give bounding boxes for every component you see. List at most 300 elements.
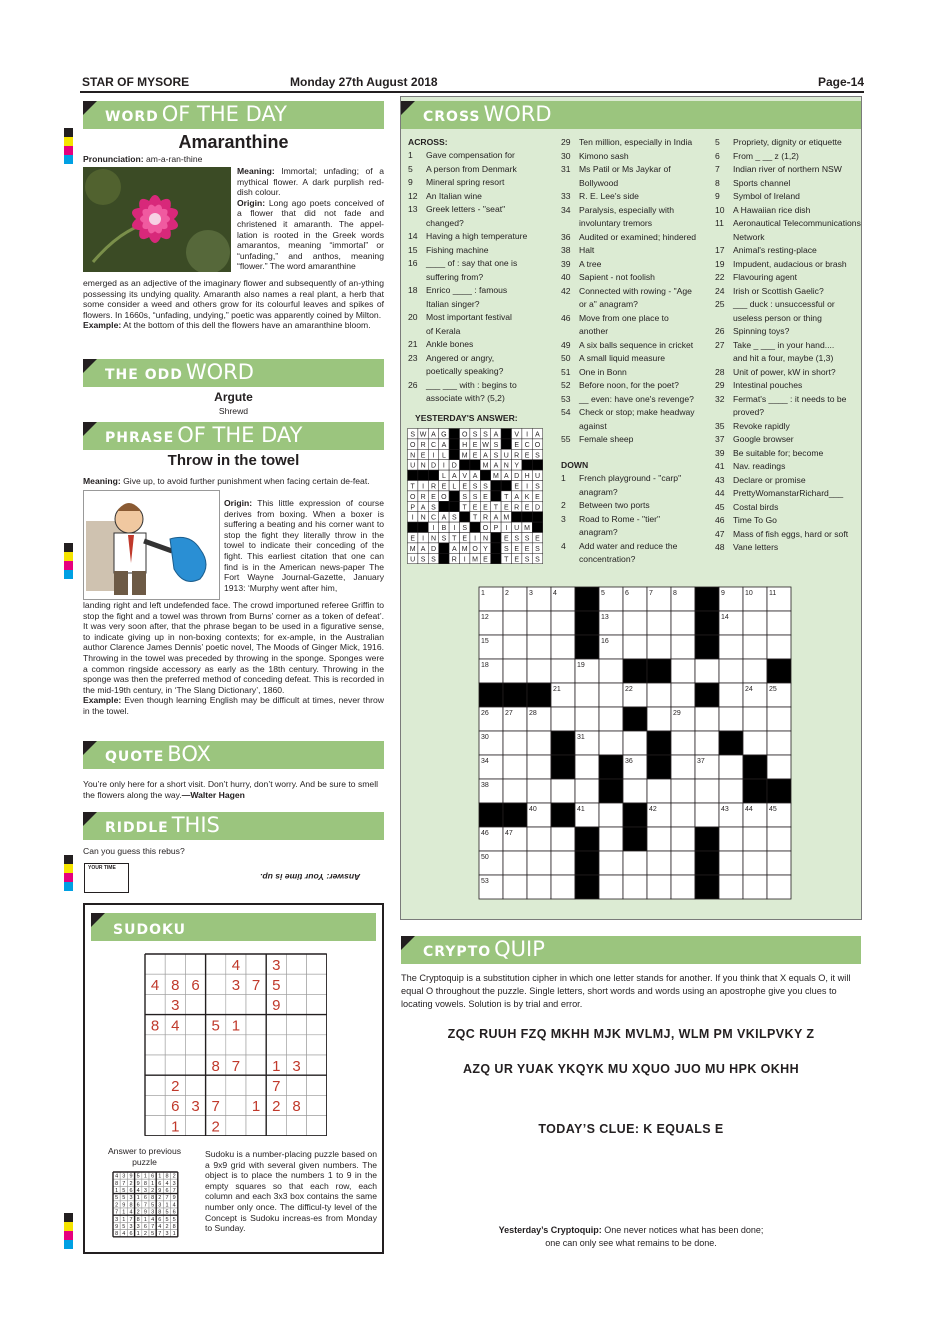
crossword-cell[interactable] [743,659,767,683]
yesterday-letter: O [441,493,447,501]
odd-word-meaning: Shrewd [218,406,249,416]
sudoku-digit: 2 [129,1180,133,1187]
crossword-cell[interactable] [575,755,599,779]
crossword-cell[interactable] [671,731,695,755]
sudoku-digit: 5 [272,976,281,994]
sudoku-digit: 6 [151,1173,155,1180]
crossword-cell[interactable] [527,731,551,755]
sudoku-cell[interactable] [206,974,226,994]
down-heading: DOWN [561,460,589,470]
crossword-cell[interactable] [599,707,623,731]
sudoku-digit: 8 [150,1017,160,1035]
phrase-of-day-banner: PHRASE OF THE DAY [83,422,384,450]
sudoku-digit: 7 [122,1180,126,1187]
sudoku-cell[interactable] [307,1116,327,1136]
sudoku-digit: 4 [136,1188,140,1195]
yesterday-letter: C [430,441,437,449]
crossword-cell[interactable] [527,659,551,683]
crossword-cell[interactable] [671,875,695,899]
crossword-cell[interactable] [671,611,695,635]
crossword-cell-number: 36 [625,758,633,765]
yesterday-letter: I [463,556,466,564]
crossword-clue: against [579,420,607,431]
crossword-clue: 55 Female sheep [561,434,634,444]
crossword-cell[interactable] [527,779,551,803]
yesterday-letter: A [472,473,478,481]
crossword-cell[interactable] [503,851,527,875]
color-registration-mark [64,543,73,579]
yesterday-letter: E [441,483,447,491]
sudoku-cell[interactable] [226,994,246,1014]
crossword-cell[interactable] [671,659,695,683]
color-registration-mark [64,1213,73,1249]
crossword-cell[interactable] [623,851,647,875]
crossword-cell[interactable] [527,827,551,851]
sudoku-digit: 4 [165,1180,169,1187]
crossword-cell[interactable] [647,611,671,635]
crossword-cell[interactable] [671,803,695,827]
crossword-cell[interactable] [767,707,791,731]
crossword-cell[interactable] [695,659,719,683]
sudoku-cell[interactable] [286,954,306,974]
crossword-cell-number: 42 [649,806,657,813]
crossword-cell[interactable] [551,875,575,899]
yesterday-cell [449,501,459,511]
yesterday-letter: S [535,556,540,564]
crossword-cell[interactable] [599,827,623,851]
yesterday-letter: E [420,452,426,460]
crossword-cell[interactable] [767,731,791,755]
yesterday-letter: R [420,493,426,501]
crossword-cell[interactable] [671,851,695,875]
crossword-black-square [695,635,719,659]
crossword-clue: 15 Fishing machine [408,244,489,255]
yesterday-letter: O [472,545,478,553]
crossword-clue: of Kerala [426,325,461,336]
crossword-cell[interactable] [743,827,767,851]
crossword-cell[interactable] [743,707,767,731]
sudoku-cell[interactable] [165,1055,185,1075]
sudoku-digit: 8 [165,1173,169,1180]
crossword-cell[interactable] [647,683,671,707]
crossword-cell[interactable] [551,659,575,683]
crossword-cell[interactable] [719,779,743,803]
yesterday-cell [512,512,522,522]
crossword-cell[interactable] [719,659,743,683]
across-heading: ACROSS: [408,137,448,147]
word-of-day-origin-continued: emerged as an adjective of the imaginary flower and subsequently of an-ything possessing its undying quality. Amaranth also names a real plant, a herb that some consider a weed and others grow for its colourful leaves and spikes of flowers. In 1660s, “unfading, undying,” poetic was apparently coined by Milton. Example: At the bottom of this dell the flowers have an amaranthine bloom. [83,278,384,331]
crossword-cell[interactable] [503,635,527,659]
crossword-clue: 51 One in Bonn [561,366,627,377]
crossword-cell[interactable] [527,851,551,875]
crossword-clue: 27 Take _ ___ in your hand.... [715,339,835,350]
crossword-cell[interactable] [599,683,623,707]
crossword-cell[interactable] [503,875,527,899]
sudoku-digit: 4 [231,956,241,974]
yesterday-letter: D [430,462,437,470]
crossword-clue: 45 Costal birds [715,501,779,512]
sudoku-cell[interactable] [185,954,205,974]
yesterday-letter: S [493,441,499,449]
sudoku-digit: 3 [129,1195,133,1202]
across-clues-col2 [561,136,696,447]
crossword-clue: 46 Move from one place to [561,312,669,323]
sudoku-cell[interactable] [246,1116,266,1136]
sudoku-digit: 7 [251,976,261,994]
yesterday-letter: A [431,431,436,439]
sudoku-digit: 1 [122,1209,126,1216]
sudoku-cell[interactable] [246,1055,266,1075]
crossword-cell[interactable] [551,635,575,659]
crossword-cell[interactable] [647,779,671,803]
yesterday-cell [491,481,501,491]
sudoku-cell[interactable] [307,994,327,1014]
yesterday-letter: E [462,483,468,491]
crossword-clue: anagram? [579,486,618,497]
crossword-cell-number: 7 [649,590,653,597]
sudoku-cell[interactable] [286,1116,306,1136]
sudoku-cell[interactable] [286,1075,306,1095]
crossword-cell[interactable] [575,779,599,803]
crossword-cell[interactable] [599,875,623,899]
sudoku-cell[interactable] [307,1015,327,1035]
crossword-cell[interactable] [623,779,647,803]
crossword-cell[interactable] [551,707,575,731]
sudoku-cell[interactable] [145,994,165,1014]
yesterday-letter: I [432,452,435,460]
yesterday-cell [470,460,480,470]
sudoku-cell[interactable] [206,994,226,1014]
crossword-cell[interactable] [767,755,791,779]
sudoku-cell[interactable] [307,974,327,994]
yesterday-letter: S [535,483,540,491]
crossword-cell[interactable] [743,635,767,659]
crossword-cell[interactable] [719,707,743,731]
sudoku-cell[interactable] [266,1015,286,1035]
crossword-cell-number: 50 [481,854,489,861]
crossword-cell[interactable] [695,779,719,803]
crossword-cell[interactable] [575,707,599,731]
sudoku-cell[interactable] [145,1055,165,1075]
crossword-cell[interactable] [719,875,743,899]
crossword-cell[interactable] [743,875,767,899]
sudoku-cell[interactable] [307,1055,327,1075]
sudoku-cell[interactable] [286,1035,306,1055]
sudoku-cell[interactable] [246,1075,266,1095]
crossword-cell[interactable] [623,611,647,635]
yesterday-letter: R [451,556,457,564]
yesterday-letter: G [441,431,447,439]
sudoku-digit: 1 [143,1216,147,1223]
cryptoquip-intro: The Cryptoquip is a substitution cipher in which one letter stands for another. If you think that X equals O, it will equal O throughout the puzzle. Single letters, short words and words using an apostrophe give you clues to locating vowels. Solution is by trial and error. [401,973,851,1009]
yesterday-letter: T [410,483,415,491]
crossword-cell[interactable] [743,851,767,875]
sudoku-digit: 6 [129,1188,133,1195]
crossword-cell[interactable] [767,827,791,851]
crossword-clue: 1 French playground - "carp" [561,473,682,483]
crossword-clue: 14 Having a high temperature [408,231,528,241]
sudoku-cell[interactable] [246,994,266,1014]
sudoku-digit: 4 [129,1209,133,1216]
crossword-clue: 6 From _ __ z (1,2) [715,150,799,161]
crossword-cell[interactable] [503,659,527,683]
crossword-cell-number: 28 [529,710,537,717]
crossword-cell[interactable] [647,851,671,875]
sudoku-digit: 8 [292,1098,301,1116]
yesterday-letter: S [524,535,530,543]
crossword-clue: 18 Enrico ____ : famous [408,285,508,295]
sudoku-cell[interactable] [185,1015,205,1035]
cryptoquip-line-1: ZQC RUUH FZQ MKHH MJK MVLMJ, WLM PM VKILPVKY Z [447,1027,815,1041]
yesterday-letter: N [420,514,426,522]
yesterday-letter: T [493,504,499,512]
yesterday-letter: E [503,535,509,543]
crossword-cell-number: 53 [481,878,489,885]
yesterday-letter: E [472,504,478,512]
yesterday-letter: W [482,441,489,449]
crossword-cell[interactable] [599,731,623,755]
yesterday-letter: Y [514,462,520,470]
phrase-origin: Origin: This little expression of course derives from boxing. When a boxer is suffering a beating and his corner want to stop the fight they literally throw in the towel to indicate their conceding of the fight. This earliest citation that one can find is in the American news-paper The Fort Wayne Journal-Gazette, January 1913: ‘Murphy went after him, [224,498,384,593]
crossword-cell[interactable] [647,707,671,731]
sudoku-cell[interactable] [185,1055,205,1075]
crossword-cell[interactable] [551,779,575,803]
sudoku-cell[interactable] [307,1075,327,1095]
crossword-cell[interactable] [623,731,647,755]
crossword-cell-number: 6 [625,590,629,597]
sudoku-cell[interactable] [206,1035,226,1055]
yesterday-letter: E [524,452,530,460]
sudoku-cell[interactable] [266,1116,286,1136]
yesterday-letter: S [451,514,457,522]
crossword-cell-number: 41 [577,806,585,813]
crossword-cell-number: 1 [481,590,485,597]
sudoku-digit: 6 [191,976,200,994]
yesterday-letter: E [483,493,488,501]
sudoku-cell[interactable] [206,1075,226,1095]
crossword-cell[interactable] [647,635,671,659]
crossword-cell[interactable] [767,875,791,899]
sudoku-digit: 3 [158,1202,162,1209]
yesterday-letter: S [410,431,416,439]
sudoku-cell[interactable] [185,994,205,1014]
yesterday-letter: Y [483,545,488,553]
yesterday-letter: N [503,462,509,470]
crossword-cell[interactable] [671,779,695,803]
crossword-cell[interactable] [623,875,647,899]
sudoku-cell[interactable] [307,1035,327,1055]
sudoku-cell[interactable] [185,1075,205,1095]
crossword-cell[interactable] [647,827,671,851]
sudoku-digit: 2 [172,1173,176,1180]
crossword-cell[interactable] [767,611,791,635]
yesterday-cell [522,460,532,470]
crossword-clue: 12 An Italian wine [408,190,482,201]
sudoku-cell[interactable] [307,954,327,974]
yesterday-cell [522,512,532,522]
sudoku-cell[interactable] [185,1116,205,1136]
yesterday-letter: U [534,473,541,481]
crossword-clue: 2 Between two ports [561,500,650,510]
yesterday-letter: V [462,473,468,481]
sudoku-cell[interactable] [145,1095,165,1115]
crossword-clue: 26 Spinning toys? [715,326,790,336]
crossword-cell[interactable] [551,851,575,875]
sudoku-cell[interactable] [226,1075,246,1095]
crossword-cell-number: 19 [577,662,585,669]
crossword-clue: 52 Before noon, for the poet? [561,380,679,390]
sudoku-cell[interactable] [145,1075,165,1095]
crossword-cell[interactable] [719,635,743,659]
crossword-cell[interactable] [599,803,623,827]
sudoku-digit: 3 [292,1057,301,1075]
crossword-cell[interactable] [743,731,767,755]
crossword-cell[interactable] [719,851,743,875]
crossword-cell[interactable] [671,683,695,707]
yesterday-letter: U [410,556,416,564]
sudoku-digit: 7 [211,1098,220,1116]
crossword-cell[interactable] [719,683,743,707]
down-clues-col3 [715,136,861,555]
crossword-cell-number: 43 [721,806,729,813]
crossword-cell[interactable] [503,611,527,635]
crossword-cell[interactable] [503,755,527,779]
yesterday-letter: E [431,493,436,501]
crossword-black-square [479,683,503,707]
crossword-cell[interactable] [527,611,551,635]
crossword-cell[interactable] [671,635,695,659]
yesterday-cell [418,470,428,480]
sudoku-cell[interactable] [165,1035,185,1055]
crossword-cell[interactable] [743,611,767,635]
sudoku-digit: 3 [151,1209,155,1216]
sudoku-cell[interactable] [246,954,266,974]
yesterday-letter: T [504,556,509,564]
sudoku-digit: 3 [115,1216,119,1223]
yesterday-answer-label: YESTERDAY'S ANSWER: [415,413,518,423]
crossword-clue: another [579,326,609,336]
sudoku-digit: 3 [165,1231,169,1238]
yesterday-letter: S [514,535,520,543]
crossword-cell[interactable] [695,731,719,755]
yesterday-letter: E [535,493,540,501]
sudoku-digit: 4 [150,976,160,994]
sudoku-cell[interactable] [246,1035,266,1055]
crossword-cell[interactable] [503,731,527,755]
crossword-cell[interactable] [527,755,551,779]
sudoku-cell[interactable] [266,1035,286,1055]
sudoku-digit: 4 [115,1173,119,1180]
crossword-cell[interactable] [719,755,743,779]
yesterday-letter: L [452,483,457,491]
yesterday-letter: E [462,535,468,543]
sudoku-cell[interactable] [185,1035,205,1055]
crossword-clue: 13 Greek letters - "seat" [408,204,506,214]
sudoku-cell[interactable] [145,1116,165,1136]
yesterday-letter: O [534,441,541,449]
sudoku-digit: 7 [172,1188,176,1195]
crossword-cell[interactable] [671,755,695,779]
sudoku-cell[interactable] [286,994,306,1014]
sudoku-digit: 5 [165,1216,169,1223]
crossword-cell[interactable] [503,779,527,803]
color-registration-mark [64,128,73,164]
yesterday-cell [428,470,438,480]
crossword-cell[interactable] [623,635,647,659]
sudoku-digit: 7 [151,1224,155,1231]
sudoku-cell[interactable] [286,1015,306,1035]
crossword-cell[interactable] [575,683,599,707]
sudoku-digit: 1 [122,1216,126,1223]
word-of-day-headword: Amaranthine [178,132,289,152]
crossword-cell[interactable] [671,827,695,851]
crossword-cell[interactable] [599,659,623,683]
sudoku-digit: 9 [143,1209,147,1216]
crossword-black-square [767,779,791,803]
sudoku-digit: 8 [158,1209,162,1216]
crossword-cell[interactable] [767,851,791,875]
yesterday-letter: R [514,504,520,512]
sudoku-cell[interactable] [145,1035,165,1055]
sudoku-cell[interactable] [226,1035,246,1055]
sudoku-digit: 1 [136,1231,140,1238]
yesterday-letter: S [535,545,540,553]
sudoku-digit: 2 [211,1118,220,1136]
yesterday-cell [439,553,449,563]
yesterday-letter: S [462,525,468,533]
sudoku-cell[interactable] [307,1095,327,1115]
sudoku-digit: 9 [129,1173,133,1180]
yesterday-letter: A [493,431,499,439]
crossword-cell[interactable] [551,611,575,635]
crossword-black-square [623,707,647,731]
sudoku-cell[interactable] [226,1095,246,1115]
yesterday-letter: S [535,452,540,460]
sudoku-cell[interactable] [145,954,165,974]
sudoku-digit: 2 [272,1098,281,1116]
crossword-cell[interactable] [695,707,719,731]
sudoku-digit: 2 [158,1195,162,1202]
crossword-cell[interactable] [695,803,719,827]
sudoku-cell[interactable] [165,954,185,974]
crossword-cell[interactable] [527,635,551,659]
crossword-grid[interactable] [478,586,792,900]
sudoku-digit: 5 [151,1231,155,1238]
crossword-cell[interactable] [767,635,791,659]
yesterday-letter: M [461,452,468,460]
yesterday-letter: A [503,473,509,481]
sudoku-cell[interactable] [206,954,226,974]
crossword-cell[interactable] [719,827,743,851]
yesterday-crossword-solution [407,428,544,565]
yesterday-cell [532,522,542,532]
sudoku-digit: 3 [172,1180,176,1187]
sudoku-digit: 7 [272,1077,281,1095]
crossword-cell[interactable] [647,875,671,899]
riddle-answer-upside-down: Answer: Your time is up. [260,872,361,882]
sudoku-digit: 8 [143,1180,147,1187]
crossword-cell[interactable] [599,851,623,875]
crossword-cell[interactable] [551,827,575,851]
sudoku-cell[interactable] [286,974,306,994]
sudoku-cell[interactable] [246,1015,266,1035]
sudoku-digit: 9 [158,1188,162,1195]
crossword-cell[interactable] [527,875,551,899]
yesterday-letter: I [526,431,529,439]
sudoku-cell[interactable] [226,1116,246,1136]
crossword-cell-number: 21 [553,686,561,693]
crossword-clue: or a" anagram? [579,299,638,309]
